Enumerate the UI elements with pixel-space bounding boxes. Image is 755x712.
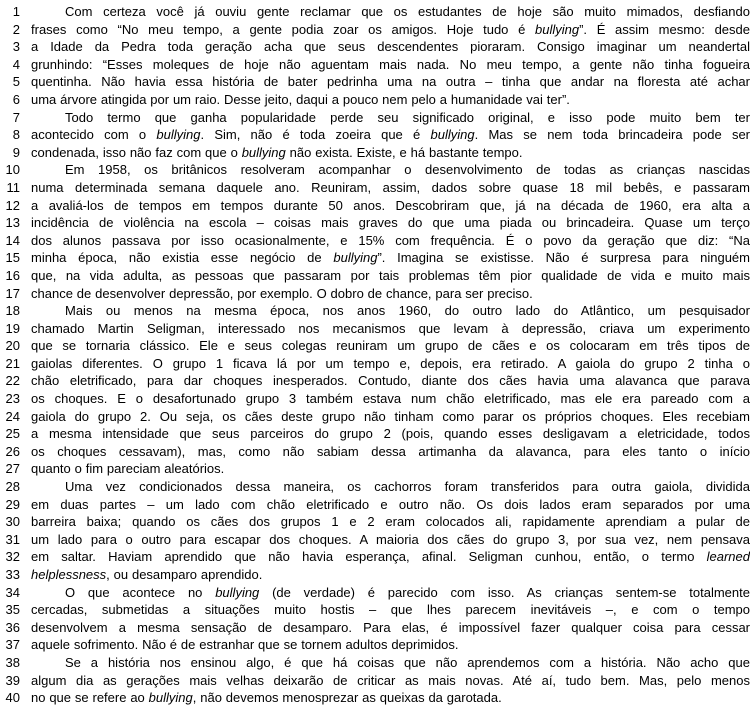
text-line — [4, 126, 750, 144]
line-text — [31, 566, 750, 584]
line-text — [31, 443, 750, 461]
plain-text: que se tornaria clássico. Ele e seus colegas reuniram um grupo de cães e os colocaram em três tipos de — [31, 338, 750, 354]
line-number: 33 — [5, 567, 20, 582]
line-number: 2 — [12, 21, 20, 37]
line-text — [31, 3, 750, 21]
line-number: 28 — [5, 479, 20, 495]
line-text — [31, 408, 750, 426]
text-line — [4, 249, 750, 267]
plain-text: gaiola do grupo 2. Ou seja, os cães deste grupo não tinham como parar os próprios choques. Eles recebiam — [31, 408, 750, 424]
line-number: 12 — [5, 197, 20, 213]
line-number: 27 — [5, 461, 20, 477]
plain-text: a avaliá-los de tempos em tempos durante 50 anos. Descobriram que, já na década de 1960, era alta a — [31, 197, 750, 213]
text-line — [4, 566, 750, 584]
line-number: 38 — [5, 654, 20, 670]
line-number: 4 — [12, 56, 20, 72]
text-line — [4, 689, 750, 707]
line-number: 36 — [5, 619, 20, 635]
line-number: 10 — [5, 162, 20, 178]
line-text — [31, 285, 750, 303]
document-body — [4, 3, 750, 707]
plain-text: os choques cessavam), mas, como não sabiam dessa artimanha da alavanca, para eles tanto o início — [31, 443, 750, 459]
line-text — [31, 249, 750, 267]
line-text — [31, 548, 750, 566]
line-text — [31, 513, 750, 531]
text-line — [4, 197, 750, 215]
text-line — [4, 355, 750, 373]
plain-text: Todo termo que ganha popularidade perde seu significado original, e isso pode muito bem ter — [65, 109, 750, 125]
line-text — [31, 126, 750, 144]
line-text — [31, 619, 750, 637]
line-text — [31, 73, 750, 91]
line-number: 25 — [5, 426, 20, 442]
text-line — [4, 460, 750, 478]
line-number: 14 — [5, 232, 20, 248]
line-number: 24 — [5, 408, 20, 424]
line-number: 15 — [5, 250, 20, 266]
text-line — [4, 548, 750, 566]
text-line — [4, 267, 750, 285]
line-text — [31, 302, 750, 320]
line-text — [31, 672, 750, 690]
line-number: 13 — [5, 215, 20, 231]
line-number: 9 — [12, 144, 20, 160]
plain-text: desenvolvem a mesma sensação de desamparo. Para elas, é impossível fazer qualquer coisa para cessar — [31, 619, 750, 635]
text-line — [4, 73, 750, 91]
line-number: 39 — [5, 672, 20, 688]
text-line — [4, 214, 750, 232]
text-line — [4, 672, 750, 690]
plain-text: (de verdade) é parecido com isso. As crianças sentem-se totalmente — [259, 584, 750, 600]
plain-text: cercadas, submetidas a situações muito hostis – que lhes parecem inevitáveis –, e com o tempo — [31, 602, 750, 618]
plain-text: grunhindo: “Esses moleques de hoje não aguentam mais nada. No meu tempo, a gente não tinha fogueira — [31, 56, 750, 72]
italic-term: bullying — [148, 690, 193, 706]
line-number: 11 — [6, 179, 20, 195]
plain-text: dos alunos passava por isso ocasionalmente, e 15% com frequência. É o povo da geração que diz: “Na — [31, 232, 750, 248]
plain-text: Mais ou menos na mesma época, nos anos 1960, do outro lado do Atlântico, um pesquisador — [65, 303, 750, 319]
italic-term: bullying — [215, 584, 260, 600]
line-text — [31, 478, 750, 496]
text-line — [4, 179, 750, 197]
plain-text: não exista. Existe, e há bastante tempo. — [285, 144, 523, 160]
line-text — [31, 91, 750, 109]
text-line — [4, 478, 750, 496]
line-number: 7 — [12, 109, 20, 125]
line-text — [31, 372, 750, 390]
plain-text: . Sim, não é toda zoeira que é — [200, 127, 431, 143]
line-text — [31, 337, 750, 355]
line-number: 1 — [12, 4, 20, 19]
line-number: 18 — [5, 303, 20, 319]
text-line — [4, 584, 750, 602]
line-number: 23 — [5, 391, 20, 407]
plain-text: Se a história nos ensinou algo, é que há coisas que não aprendemos com a história. Não acho que — [65, 654, 750, 670]
line-number: 30 — [5, 514, 20, 530]
plain-text: condenada, isso não faz com que o — [31, 144, 242, 160]
text-line — [4, 109, 750, 127]
line-text — [31, 21, 750, 39]
plain-text: no que se refere ao — [31, 690, 149, 706]
line-text — [31, 161, 750, 179]
line-text — [31, 232, 750, 250]
line-number: 5 — [12, 74, 20, 90]
text-line — [4, 531, 750, 549]
text-line — [4, 636, 750, 654]
text-line — [4, 302, 750, 320]
italic-term: bullying — [241, 144, 286, 160]
text-line — [4, 425, 750, 443]
line-text — [31, 214, 750, 232]
italic-term: bullying — [534, 21, 580, 37]
line-number: 8 — [12, 127, 20, 143]
text-line — [4, 654, 750, 672]
plain-text: barreira baixa; quando os cães dos grupos 1 e 2 eram colocados ali, rapidamente aprendiam a pular de — [31, 514, 750, 530]
text-line — [4, 443, 750, 461]
text-line — [4, 38, 750, 56]
line-number: 37 — [5, 637, 20, 653]
text-line — [4, 285, 750, 303]
text-line — [4, 513, 750, 531]
text-line — [4, 91, 750, 109]
text-line — [4, 408, 750, 426]
line-number: 31 — [5, 531, 20, 547]
line-text — [31, 654, 750, 672]
text-line — [4, 337, 750, 355]
plain-text: em saltar. Haviam aprendido que não havia esperança, afinal. Seligman cunhou, então, o termo — [31, 549, 707, 565]
line-number: 26 — [5, 443, 20, 459]
plain-text: aquele sofrimento. Não é de estranhar que se tornem adultos deprimidos. — [31, 637, 459, 653]
text-line — [4, 232, 750, 250]
plain-text: gaiolas diferentes. O grupo 1 ficava lá por um tempo e, depois, era retirado. A gaiola do grupo 2 tinha o — [31, 355, 750, 371]
line-number: 17 — [5, 285, 20, 301]
text-line — [4, 144, 750, 162]
line-text — [31, 109, 750, 127]
line-number: 22 — [5, 373, 20, 389]
plain-text: quentinha. Não havia essa história de bater pedrinha uma na outra – tinha que andar na floresta até achar — [31, 74, 750, 90]
plain-text: chamado Martin Seligman, interessado nos mecanismos que levam à depressão, criava um experimento — [31, 320, 750, 336]
plain-text: chance de desenvolver depressão, por exemplo. O dobro de chance, para ser preciso. — [31, 285, 533, 301]
line-number: 29 — [5, 496, 20, 512]
plain-text: ”. É assim mesmo: desde — [579, 21, 750, 37]
plain-text: . Mas se nem toda brincadeira pode ser — [474, 127, 750, 143]
italic-term: bullying — [156, 127, 201, 143]
plain-text: a mesma intensidade que seus parceiros do grupo 2 (pois, quando esses desligavam a eletricidade, todos — [31, 426, 750, 442]
text-line — [4, 496, 750, 514]
plain-text: chão eletrificado, para dar choques inesperados. Contudo, diante dos cães havia uma alavanca que parava — [31, 373, 750, 389]
text-line — [4, 320, 750, 338]
text-line — [4, 619, 750, 637]
line-number: 6 — [12, 91, 20, 107]
text-line — [4, 21, 750, 39]
line-text — [31, 460, 750, 478]
plain-text: ”. Imagina se existisse. Não é surpresa para ninguém — [377, 250, 750, 266]
line-text — [31, 390, 750, 408]
italic-term: bullying — [430, 127, 475, 143]
line-text — [31, 584, 750, 602]
text-line — [4, 601, 750, 619]
plain-text: uma árvore atingida por um raio. Desse jeito, daqui a pouco nem pelo a humanidade vai ter”. — [31, 91, 570, 107]
text-line — [4, 372, 750, 390]
line-text — [31, 320, 750, 338]
text-line — [4, 161, 750, 179]
italic-term: learned — [706, 549, 750, 565]
plain-text: , não devemos menosprezar as queixas da garotada. — [192, 690, 502, 706]
plain-text: algum dia as gerações mais velhas deixarão de criticar as mais novas. Até aí, tudo bem. Mas, pelo menos — [31, 672, 750, 688]
line-number: 19 — [5, 320, 20, 336]
line-text — [31, 267, 750, 285]
line-text — [31, 197, 750, 215]
plain-text: quanto o fim pareciam aleatórios. — [31, 461, 225, 477]
text-line — [4, 390, 750, 408]
line-text — [31, 38, 750, 56]
plain-text: frases como “No meu tempo, a gente podia zoar os amigos. Hoje tudo é — [31, 21, 535, 37]
line-text — [31, 601, 750, 619]
line-text — [31, 144, 750, 162]
plain-text: O que acontece no — [65, 584, 216, 600]
line-number: 40 — [5, 690, 20, 706]
line-text — [31, 56, 750, 74]
line-text — [31, 355, 750, 373]
italic-term: helplessness — [31, 567, 107, 582]
line-number: 16 — [5, 267, 20, 283]
plain-text: Com certeza você já ouviu gente reclamar que os estudantes de hoje são muito mimados, desfiando — [65, 4, 750, 19]
text-line — [4, 3, 750, 21]
line-number: 21 — [5, 355, 20, 371]
plain-text: um lado para o outro para escapar dos choques. A maioria dos cães do grupo 3, por sua vez, nem pensava — [31, 531, 750, 547]
plain-text: Uma vez condicionados dessa maneira, os cachorros foram transferidos para outra gaiola, dividida — [65, 479, 750, 495]
line-text — [31, 425, 750, 443]
plain-text: Em 1958, os britânicos resolveram acompanhar o desenvolvimento de todas as crianças nascidas — [65, 162, 750, 178]
plain-text: que, na vida adulta, as pessoas que passaram por tais problemas têm pior qualidade de vida e muito mais — [31, 267, 750, 283]
line-number: 20 — [5, 338, 20, 354]
plain-text: a Idade da Pedra toda geração acha que seus descendentes pioraram. Consigo imaginar um neandertal — [31, 39, 750, 55]
plain-text: acontecido com o — [31, 127, 157, 143]
line-number: 3 — [12, 39, 20, 55]
text-line — [4, 56, 750, 74]
line-number: 35 — [5, 602, 20, 618]
italic-term: bullying — [333, 250, 378, 266]
plain-text: incidência de violência na escola – coisas mais graves do que uma piada ou brincadeira. Quase um terço — [31, 215, 750, 231]
line-text — [31, 689, 750, 707]
line-number: 34 — [5, 584, 20, 600]
line-text — [31, 179, 750, 197]
plain-text: os choques. E o desafortunado grupo 3 também estava num chão eletrificado, mas ele era pareado com a — [31, 391, 750, 407]
line-text — [31, 636, 750, 654]
line-number: 32 — [5, 549, 20, 565]
line-text — [31, 496, 750, 514]
plain-text: em duas partes – um lado com chão eletrificado e outro não. Os dois lados eram separados por uma — [31, 496, 750, 512]
plain-text: minha época, não existia esse negócio de — [31, 250, 334, 266]
plain-text: numa determinada semana daquele ano. Reuniram, assim, dados sobre quase 18 mil bebês, e passaram — [31, 179, 750, 195]
plain-text: , ou desamparo aprendido. — [106, 567, 263, 582]
line-text — [31, 531, 750, 549]
